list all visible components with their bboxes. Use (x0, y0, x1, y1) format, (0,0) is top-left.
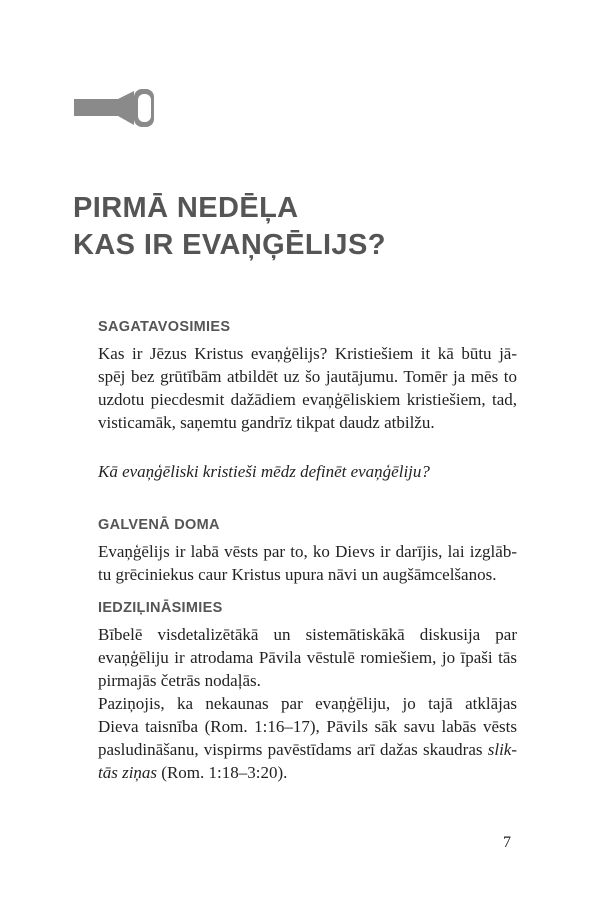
dig-deeper-p2-tail: (Rom. 1:18–3:20). (157, 763, 288, 782)
chapter-title (73, 190, 533, 264)
dig-deeper-paragraph-2 (98, 692, 517, 784)
dig-deeper-p1-line-1: Bībelē visdetalizētākā un sistemātiskākā diskusija par (98, 625, 517, 644)
flashlight-icon (74, 87, 156, 129)
reflection-question: Kā evaņģēliski kristieši mēdz definēt evaņģēliju? (98, 462, 430, 481)
dig-deeper-italic-2: tās ziņas (98, 763, 158, 782)
prepare-line-2: spēj bez grūtībām atbildēt uz šo jautājumu. Tomēr ja mēs to (98, 367, 517, 386)
dig-deeper-p1-line-3: pirmajās četrās nodaļās. (98, 671, 261, 690)
prepare-paragraph (98, 342, 517, 434)
dig-deeper-p2-line-4 (98, 761, 517, 784)
prepare-line-3: uzdotu piecdesmit dažādiem evaņģēliskiem kristiešiem, tad, (98, 390, 517, 409)
main-idea-line-2: tu grēciniekus caur Kristus upura nāvi un augšāmcelšanos. (98, 565, 497, 584)
dig-deeper-p1-line-2: evaņģēliju ir atrodama Pāvila vēstulē romiešiem, jo īpaši tās (98, 648, 517, 667)
main-idea-paragraph (98, 540, 517, 586)
prepare-line-1: Kas ir Jēzus Kristus evaņģēlijs? Kristiešiem it kā būtu jā- (98, 344, 517, 363)
chapter-title-line-2: KAS IR EVAŅĢĒLIJS? (73, 229, 386, 261)
dig-deeper-italic-1: slik- (487, 740, 518, 759)
dig-deeper-p2-line-1: Paziņojis, ka nekaunas par evaņģēliju, jo tajā atklājas (98, 694, 517, 713)
section-heading-prepare: SAGATAVOSIMIES (98, 319, 231, 335)
chapter-title-line-1: PIRMĀ NEDĒĻA (73, 192, 299, 224)
dig-deeper-p2-line-3-text: pasludināšanu, vispirms pavēstīdams arī dažas skaudras (98, 740, 483, 759)
dig-deeper-p2-line-3 (98, 738, 517, 761)
page-number: 7 (503, 834, 511, 851)
section-heading-main-idea: GALVENĀ DOMA (98, 517, 220, 533)
dig-deeper-p2-line-2: Dieva taisnība (Rom. 1:16–17), Pāvils sāk savu labās vēsts (98, 717, 517, 736)
main-idea-line-1: Evaņģēlijs ir labā vēsts par to, ko Dievs ir darījis, lai izglāb- (98, 542, 517, 561)
prepare-line-4: visticamāk, saņemtu gandrīz tikpat daudz atbilžu. (98, 413, 435, 432)
section-heading-dig-deeper: IEDZIĻINĀSIMIES (98, 600, 223, 616)
dig-deeper-paragraph-1 (98, 623, 517, 692)
